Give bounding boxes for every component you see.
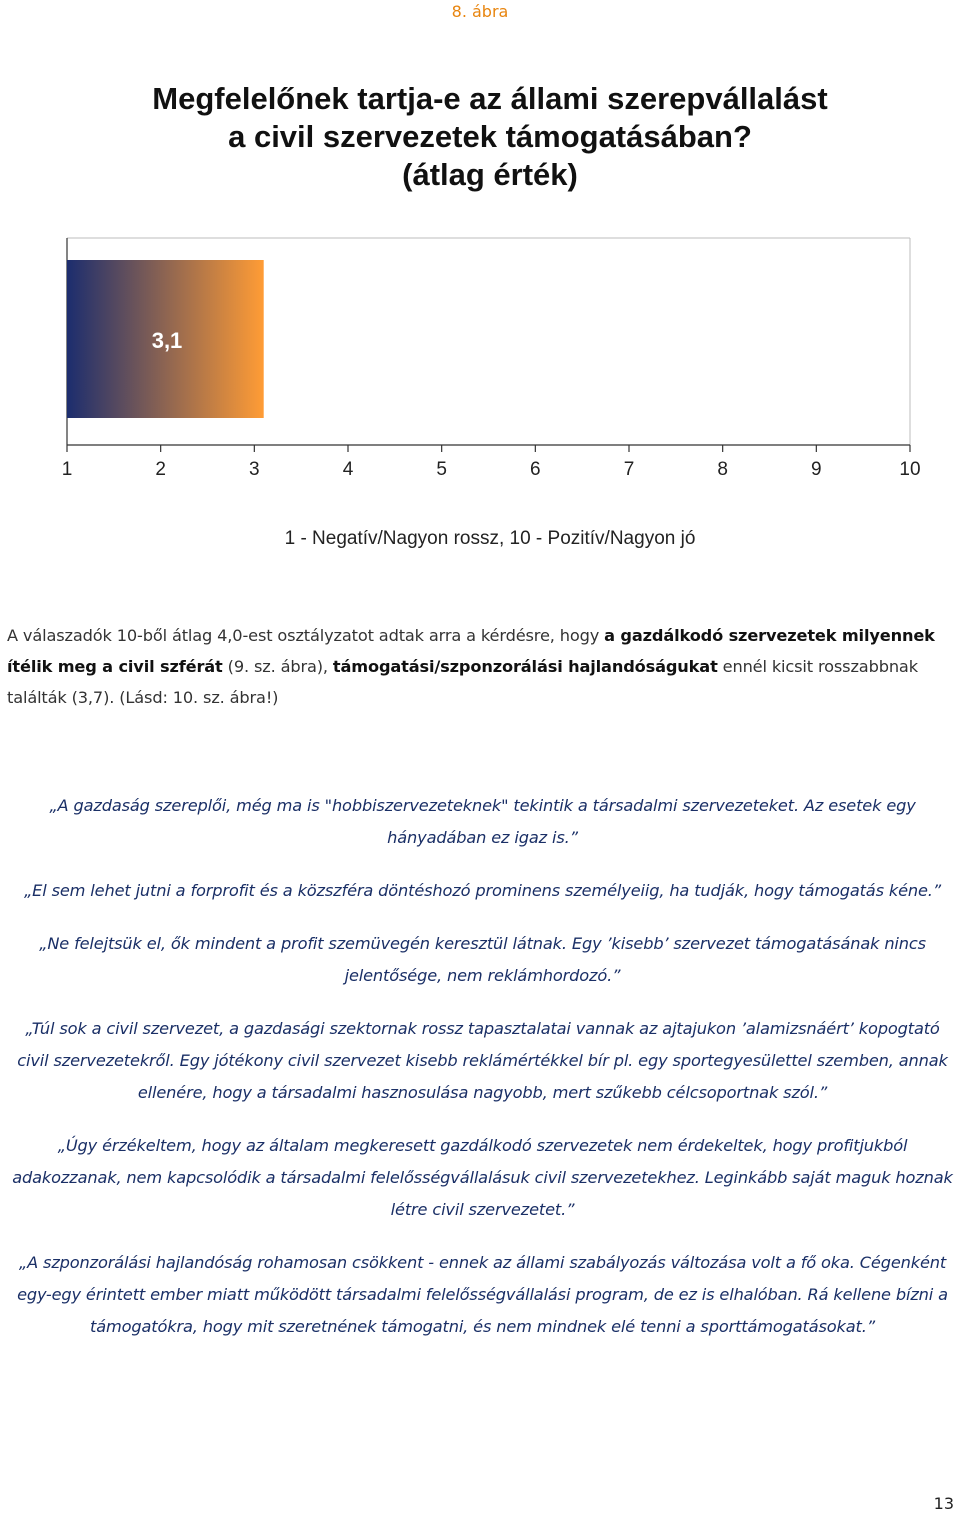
paragraph-bold-1: a gazdálkodó szervezetek milyennek ítélik meg a civil szférát xyxy=(7,626,935,676)
quote: „A gazdaság szereplői, még ma is "hobbiszervezeteknek" tekintik a társadalmi szervezeteket. Az esetek egy hányadában ez igaz is.” xyxy=(49,796,916,847)
quote: „A szponzorálási hajlandóság rohamosan csökkent - ennek az állami szabályozás változása volt a fő oka. Cégenként egy-egy érintett ember miatt működött társadalmi felelősségvállalási program, de ez is elhalóban. Rá kellene bízni a támogatókra, hogy mit szeretnének támogatni, és nem mindnek elé tenni a sporttámogatásokat.” xyxy=(17,1253,948,1336)
quotes-section xyxy=(10,790,955,1364)
x-tick-label: 10 xyxy=(899,459,921,480)
quote: „El sem lehet jutni a forprofit és a közszféra döntéshozó prominens személyeiig, ha tudják, hogy támogatás kéne.” xyxy=(23,881,942,900)
x-axis-label: 1 - Negatív/Nagyon rossz, 10 - Pozitív/Nagyon jó xyxy=(284,528,696,549)
paragraph-text-2: (9. sz. ábra), xyxy=(222,657,333,676)
paragraph-text-3: ennél kicsit rosszabbnak találták (3,7). (Lásd: 10. sz. ábra!) xyxy=(7,657,918,707)
x-tick-label: 1 xyxy=(61,459,73,480)
x-tick-label: 4 xyxy=(342,459,354,480)
chart-title-line-2: a civil szervezetek támogatásában? xyxy=(228,119,752,154)
x-tick-label: 8 xyxy=(717,459,728,480)
chart-title-line-3: (átlag érték) xyxy=(402,157,578,192)
quote: „Úgy érzékeltem, hogy az általam megkeresett gazdálkodó szervezetek nem érdekeltek, hogy profitjukból adakozzanak, nem kapcsolódik a társadalmi felelősségvállalásuk civil szervezetekhez. Leginkább saját maguk hoznak létre civil szervezetet.” xyxy=(12,1136,953,1219)
bar-chart xyxy=(0,230,960,560)
x-tick-label: 6 xyxy=(530,459,541,480)
x-tick-label: 3 xyxy=(249,459,260,480)
x-tick-label: 9 xyxy=(811,459,822,480)
quote: „Ne felejtsük el, ők mindent a profit szemüvegén keresztül látnak. Egy ’kisebb’ szervezet támogatásának nincs jelentősége, nem reklámhordozó.” xyxy=(39,934,926,985)
x-tick-label: 5 xyxy=(436,459,447,480)
x-tick-label: 2 xyxy=(155,459,166,480)
page-number: 13 xyxy=(933,1494,954,1513)
x-tick-label: 7 xyxy=(623,459,635,480)
chart-title-line-1: Megfelelőnek tartja-e az állami szerepvállalást xyxy=(152,81,828,116)
paragraph-text-1: A válaszadók 10-ből átlag 4,0-est osztályzatot adtak arra a kérdésre, hogy xyxy=(7,626,605,645)
chart-title xyxy=(0,80,960,194)
paragraph-bold-2: támogatási/szponzorálási hajlandóságukat xyxy=(332,657,718,676)
bar-data-label: 3,1 xyxy=(151,328,183,353)
summary-paragraph xyxy=(7,620,957,713)
figure-reference: 8. ábra xyxy=(451,2,509,21)
quote: „Túl sok a civil szervezet, a gazdasági szektornak rossz tapasztalatai vannak az ajtajukon ’alamizsnáért’ kopogtató civil szervezetekről. Egy jótékony civil szervezet kisebb reklámértékkel bír pl. egy sportegyesülettel szemben, annak ellenére, hogy a társadalmi hasznosulása nagyobb, mert szűkebb célcsoportnak szól.” xyxy=(17,1019,948,1102)
